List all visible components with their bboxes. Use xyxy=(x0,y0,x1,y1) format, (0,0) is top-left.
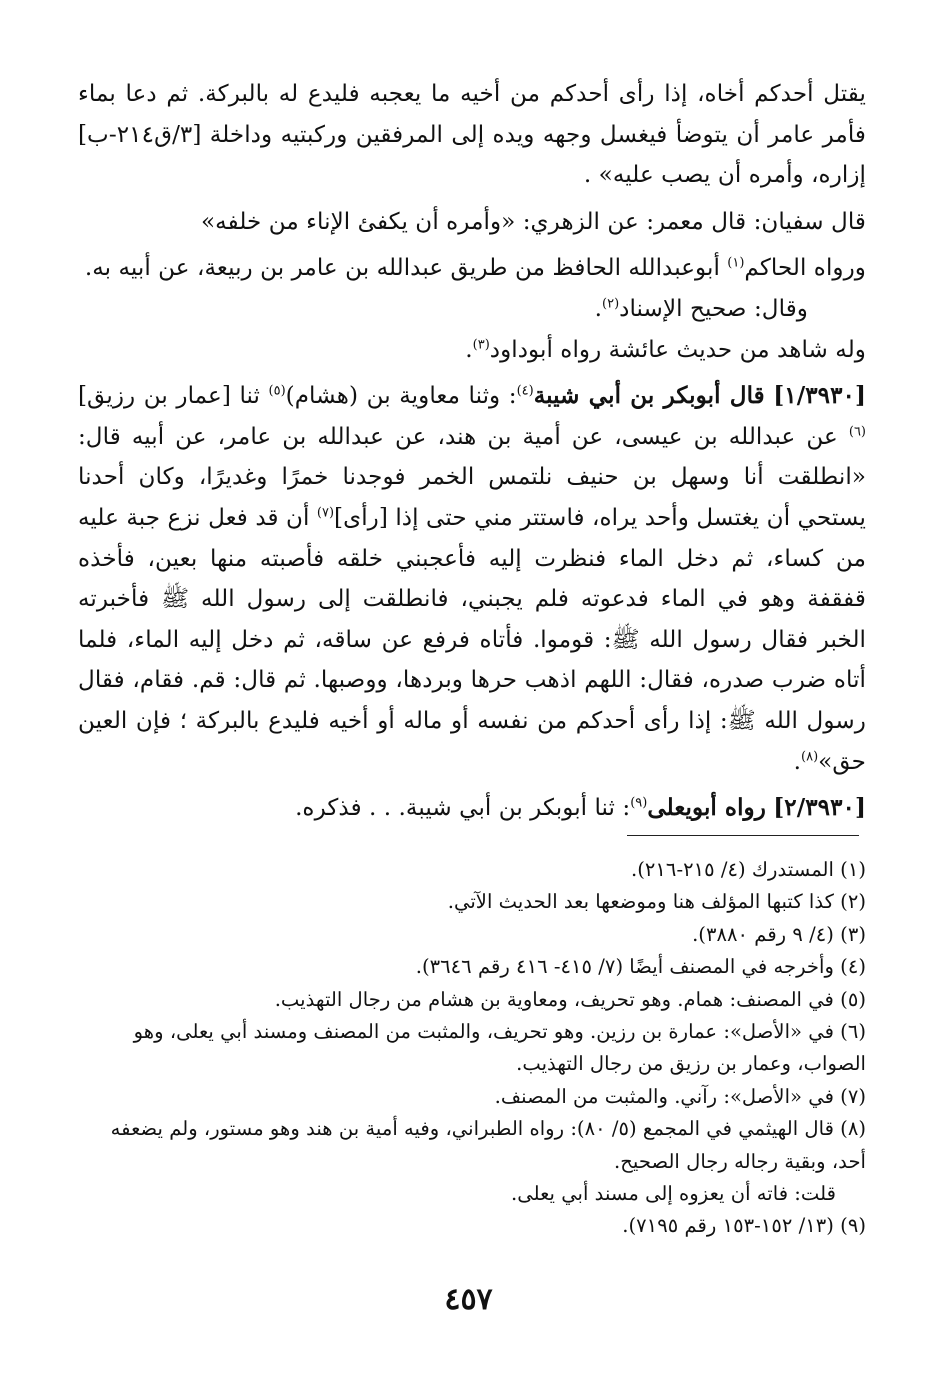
hadith-1-text-c: عن عبدالله بن عيسى، عن أمية بن هند، عن عبدالله بن عامر، عن أبيه قال: «انطلقت أنا وسهل بن حنيف نلتمس الخمر فوجدنا خمرًا وغديرًا، وكان أحدنا يستحي أن يغتسل وأحد يراه، فاستتر مني حتى إذا [رأى] xyxy=(78,422,866,531)
paragraph-3 xyxy=(78,248,866,289)
hadith-1-text-b: ثنا [عمار بن رزيق] xyxy=(78,382,269,410)
paragraph-5-end: . xyxy=(465,335,473,363)
footnote-ref[interactable]: (٥) xyxy=(268,383,286,399)
hadith-1 xyxy=(78,376,866,782)
footnote-7: (٧) في «الأصل»: رآني. والمثبت من المصنف. xyxy=(494,1084,866,1108)
paragraph-3-text: ورواه الحاكم xyxy=(744,254,866,282)
footnote-8: (٨) قال الهيثمي في المجمع (٥/ ٨٠): رواه الطبراني، وفيه أمية بن هند وهو مستور، ولم يضعفه أحد، وبقية رجاله رجال الصحيح. xyxy=(110,1117,866,1173)
footnote-ref[interactable]: (١) xyxy=(727,255,745,271)
paragraph-5-text: وله شاهد من حديث عائشة رواه أبوداود xyxy=(489,335,866,363)
hadith-1-end: . xyxy=(793,747,801,775)
paragraph-1: يقتل أحدكم أخاه، إذا رأى أحدكم من أخيه ما يعجبه فليدع له بالبركة. ثم دعا بماء فأمر عامر أن يتوضأ فيغسل وجهه ويده إلى المرفقين وركبتيه وداخلة [٣/ق٢١٤-ب] إزاره، وأمره أن يصب عليه» . xyxy=(78,80,866,189)
paragraph-4-end: . xyxy=(594,294,602,322)
footnote-6: (٦) في «الأصل»: عمارة بن رزين. وهو تحريف، والمثبت من المصنف ومسند أبي يعلى، وهو الصواب، وعمار بن رزيق من رجال التهذيب. xyxy=(133,1020,866,1076)
footnotes xyxy=(78,854,866,1243)
footnote-ref[interactable]: (٩) xyxy=(630,795,648,811)
page-number: ٤٥٧ xyxy=(444,1282,493,1317)
footnote-ref[interactable]: (٢) xyxy=(602,296,620,312)
paragraph-2: قال سفيان: قال معمر: عن الزهري: «وأمره أن يكفئ الإناء من خلفه» xyxy=(200,207,866,235)
paragraph-3-rest: أبوعبدالله الحافظ من طريق عبدالله بن عامر بن ربيعة، عن أبيه به. xyxy=(84,254,728,282)
footnote-3: (٣) (٤/ ٩ رقم ٣٨٨٠). xyxy=(692,922,866,946)
footnote-8-comment: قلت: فاته أن يعزوه إلى مسند أبي يعلى. xyxy=(511,1182,836,1206)
hadith-2-text: : ثنا أبوبكر بن أبي شيبة. . . فذكره. xyxy=(295,794,631,822)
paragraph-4 xyxy=(78,289,866,330)
hadith-1-text-a: : وثنا معاوية بن (هشام) xyxy=(285,382,517,410)
footnote-divider xyxy=(627,835,859,836)
footnote-ref[interactable]: (٣) xyxy=(472,336,490,352)
hadith-2-author: رواه أبويعلى xyxy=(647,794,766,822)
main-text xyxy=(78,74,866,829)
footnote-5: (٥) في المصنف: همام. وهو تحريف، ومعاوية بن هشام من رجال التهذيب. xyxy=(274,987,866,1011)
footnote-ref[interactable]: (٨) xyxy=(801,748,819,764)
footnote-ref[interactable]: (٤) xyxy=(516,383,534,399)
footnote-1: (١) المستدرك (٤/ ٢١٥-٢١٦). xyxy=(631,858,866,881)
hadith-1-author: قال أبوبكر بن أبي شيبة xyxy=(533,382,765,410)
hadith-1-text-d: أن قد فعل نزع جبة عليه من كساء، ثم دخل الماء فنظرت إليه فأعجبني خلقه فأصبته منها بعين، فأخذه قفقفة وهو في الماء فدعوته فلم يجبني، فانطلقت إلى رسول الله ﷺ فأخبرته الخبر فقال رسول الله ﷺ: قوموا. فأتاه فرفع عن ساقه، ثم دخل إليه الماء، فلما أتاه ضرب صدره، فقال: اللهم اذهب حرها وبردها، ووصبها. ثم قال: قم. فقام، فقال رسول الله ﷺ: إذا رأى أحدكم من نفسه أو ماله أو أخيه فليدع بالبركة ؛ فإن العين حق» xyxy=(78,503,866,775)
paragraph-4-text: وقال: صحيح الإسناد xyxy=(619,294,808,322)
footnote-9: (٩) (١٣/ ١٥٢-١٥٣ رقم ٧١٩٥). xyxy=(622,1214,866,1238)
hadith-1-number: [١/٣٩٣٠] xyxy=(773,382,866,410)
footnote-ref[interactable]: (٧) xyxy=(316,505,335,521)
footnote-ref[interactable]: (٦) xyxy=(848,424,866,440)
paragraph-5 xyxy=(78,330,866,371)
footnote-4: (٤) وأخرجه في المصنف أيضًا (٧/ ٤١٥- ٤١٦ رقم ٣٦٤٦). xyxy=(415,955,866,979)
hadith-2 xyxy=(78,788,866,829)
hadith-2-number: [٢/٣٩٣٠] xyxy=(773,794,866,822)
footnote-2: (٢) كذا كتبها المؤلف هنا وموضعها بعد الحديث الآتي. xyxy=(447,890,866,914)
